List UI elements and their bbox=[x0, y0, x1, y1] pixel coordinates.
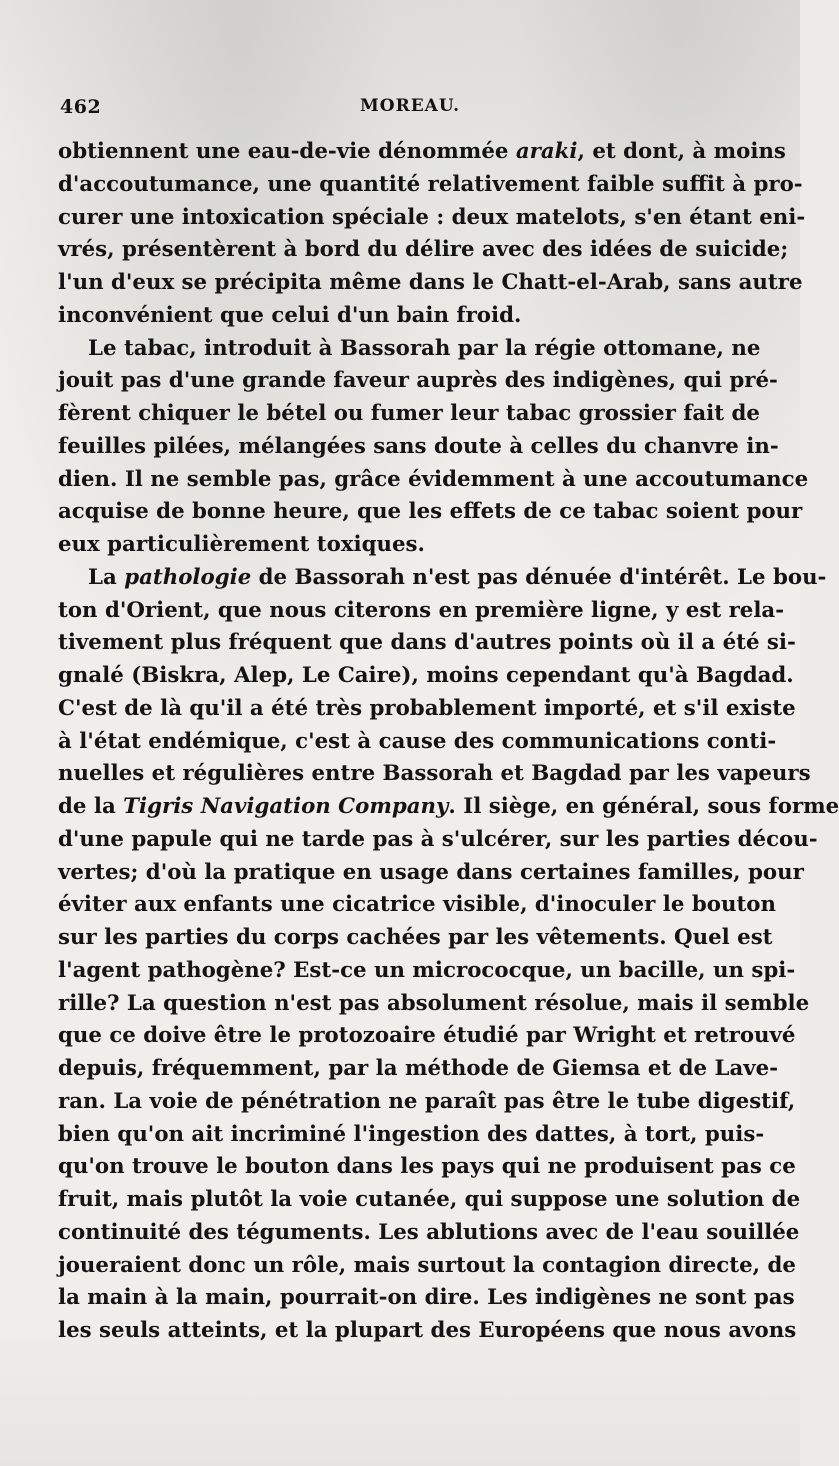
text-line bbox=[58, 1086, 796, 1119]
text-line bbox=[58, 431, 779, 464]
text-line bbox=[58, 726, 777, 759]
text-line bbox=[58, 1282, 795, 1315]
text-line bbox=[58, 758, 811, 791]
text-line bbox=[58, 464, 809, 497]
text-line bbox=[58, 791, 839, 824]
text-run: . Il siège, en général, sous forme bbox=[448, 794, 839, 819]
text-line bbox=[58, 1151, 796, 1184]
text-run: tivement plus fréquent que dans d'autres points où il a été si- bbox=[58, 630, 796, 656]
text-run: fruit, mais plutôt la voie cutanée, qui suppose une solution de bbox=[58, 1187, 801, 1212]
text-line bbox=[58, 1315, 797, 1348]
text-run: les seuls atteints, et la plupart des Européens que nous avons bbox=[58, 1318, 797, 1343]
text-line bbox=[58, 1217, 800, 1250]
text-line bbox=[58, 955, 796, 988]
text-line bbox=[58, 1119, 765, 1152]
text-run: l'un d'eux se précipita même dans le Chatt-el-Arab, sans autre bbox=[58, 270, 803, 295]
text-line bbox=[58, 202, 806, 235]
text-run: dien. Il ne semble pas, grâce évidemment à une accoutumance bbox=[58, 466, 809, 492]
text-run: acquise de bonne heure, que les effets de ce tabac soient pour bbox=[58, 499, 803, 525]
text-line bbox=[58, 988, 810, 1021]
text-run: ton d'Orient, que nous citerons en première ligne, y est rela- bbox=[58, 597, 785, 623]
text-run: depuis, fréquemment, par la méthode de Giemsa et de Lave- bbox=[58, 1056, 779, 1081]
paragraph bbox=[58, 333, 809, 562]
text-run: de la bbox=[58, 794, 124, 819]
text-line bbox=[58, 267, 803, 300]
text-run: d'accoutumance, une quantité relativement faible suffit à pro- bbox=[58, 171, 803, 197]
text-line bbox=[58, 529, 756, 562]
text-run: jouit pas d'une grande faveur auprès des indigènes, qui pré- bbox=[58, 368, 778, 394]
text-line bbox=[58, 169, 803, 202]
text-line bbox=[58, 824, 818, 857]
text-line bbox=[58, 562, 827, 595]
text-line bbox=[58, 693, 796, 726]
text-run: curer une intoxication spéciale : deux matelots, s'en étant eni- bbox=[58, 204, 806, 230]
italic-term: Tigris Navigation Company bbox=[123, 794, 449, 819]
text-line bbox=[58, 1053, 779, 1086]
text-run: sur les parties du corps cachées par les vêtements. Quel est bbox=[58, 925, 773, 950]
text-run: d'une papule qui ne tarde pas à s'ulcérer, sur les parties décou- bbox=[58, 826, 818, 852]
text-run: qu'on trouve le bouton dans les pays qui ne produisent pas ce bbox=[58, 1154, 796, 1180]
text-run: rille? La question n'est pas absolument résolue, mais il semble bbox=[58, 990, 810, 1016]
text-run: que ce doive être le protozoaire étudié par Wright et retrouvé bbox=[58, 1023, 796, 1049]
page-number: 462 bbox=[60, 96, 102, 118]
text-run: , et dont, à moins bbox=[577, 139, 786, 164]
text-run: eux particulièrement toxiques. bbox=[58, 532, 425, 557]
text-line bbox=[58, 922, 773, 955]
paragraph bbox=[58, 562, 839, 1348]
text-run: obtiennent une eau-de-vie dénommée bbox=[58, 139, 516, 164]
text-line bbox=[58, 1250, 796, 1283]
text-line bbox=[58, 300, 756, 333]
text-line bbox=[58, 857, 804, 890]
text-line bbox=[58, 496, 803, 529]
italic-term: araki bbox=[515, 139, 578, 164]
text-run: ran. La voie de pénétration ne paraît pas être le tube digestif, bbox=[58, 1088, 796, 1114]
running-head bbox=[60, 96, 760, 120]
text-line bbox=[58, 365, 778, 398]
text-run: à l'état endémique, c'est à cause des communications conti- bbox=[58, 728, 777, 754]
text-run: nuelles et régulières entre Bassorah et Bagdad par les vapeurs bbox=[58, 761, 811, 787]
text-run: bien qu'on ait incriminé l'ingestion des dattes, à tort, puis- bbox=[58, 1121, 765, 1147]
text-line bbox=[58, 660, 794, 693]
text-run: gnalé (Biskra, Alep, Le Caire), moins cependant qu'à Bagdad. bbox=[58, 663, 794, 688]
text-run: inconvénient que celui d'un bain froid. bbox=[58, 302, 522, 328]
text-line bbox=[58, 398, 760, 431]
text-run: vrés, présentèrent à bord du délire avec des idées de suicide; bbox=[58, 237, 789, 263]
text-line bbox=[58, 234, 789, 267]
text-line bbox=[58, 1184, 801, 1217]
body-text bbox=[58, 136, 839, 1348]
text-run: C'est de là qu'il a été très probablement importé, et s'il existe bbox=[58, 695, 796, 721]
paragraph bbox=[58, 136, 806, 333]
text-line bbox=[58, 136, 786, 169]
text-run: vertes; d'où la pratique en usage dans certaines familles, pour bbox=[58, 859, 804, 885]
text-line bbox=[58, 595, 785, 628]
text-line bbox=[58, 627, 796, 660]
text-run: joueraient donc un rôle, mais surtout la contagion directe, de bbox=[58, 1252, 796, 1278]
text-run: de Bassorah n'est pas dénuée d'intérêt. Le bou- bbox=[251, 564, 827, 590]
text-line bbox=[58, 889, 776, 922]
text-run: continuité des téguments. Les ablutions avec de l'eau souillée bbox=[58, 1219, 800, 1245]
text-line bbox=[58, 1020, 796, 1053]
text-run: fèrent chiquer le bétel ou fumer leur tabac grossier fait de bbox=[58, 401, 760, 426]
italic-term: pathologie bbox=[124, 564, 252, 590]
text-run: la main à la main, pourrait-on dire. Les indigènes ne sont pas bbox=[58, 1285, 795, 1311]
text-run: La bbox=[88, 564, 125, 590]
text-run: l'agent pathogène? Est-ce un micrococque, un bacille, un spi- bbox=[58, 957, 796, 983]
running-title-author: MOREAU. bbox=[359, 96, 461, 116]
text-run: feuilles pilées, mélangées sans doute à celles du chanvre in- bbox=[58, 433, 779, 459]
text-run: Le tabac, introduit à Bassorah par la régie ottomane, ne bbox=[88, 335, 761, 361]
text-run: éviter aux enfants une cicatrice visible, d'inoculer le bouton bbox=[58, 892, 776, 918]
text-line bbox=[58, 333, 761, 366]
